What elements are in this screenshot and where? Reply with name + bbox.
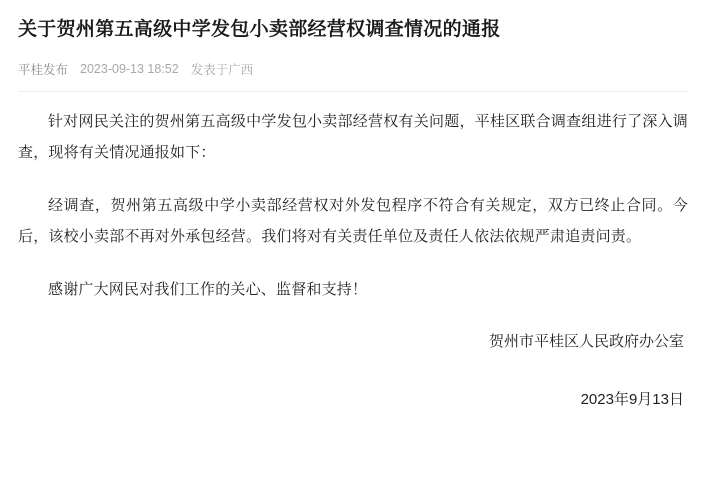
article-paragraph: 感谢广大网民对我们工作的关心、监督和支持！ [48, 281, 368, 298]
meta-timestamp: 2023-09-13 18:52 [80, 62, 179, 76]
article-meta [18, 60, 688, 78]
article-paragraph: 经调查，贺州第五高级中学小卖部经营权对外发包程序不符合有关规定，双方已终止合同。今后，该校小卖部不再对外承包经营。我们将对有关责任单位及责任人依法依规严肃追责问责。 [18, 197, 688, 245]
meta-source: 平桂发布 [18, 63, 69, 77]
article-paragraph: 针对网民关注的贺州第五高级中学发包小卖部经营权有关问题，平桂区联合调查组进行了深入调查，现将有关情况通报如下： [18, 113, 688, 161]
header-divider [18, 91, 688, 92]
meta-location: 发表于广西 [190, 63, 254, 77]
page-title: 关于贺州第五高级中学发包小卖部经营权调查情况的通报 [18, 19, 501, 40]
article-body [18, 106, 688, 305]
signature-date: 2023年9月13日 [580, 391, 684, 408]
signature-organization: 贺州市平桂区人民政府办公室 [488, 333, 684, 350]
